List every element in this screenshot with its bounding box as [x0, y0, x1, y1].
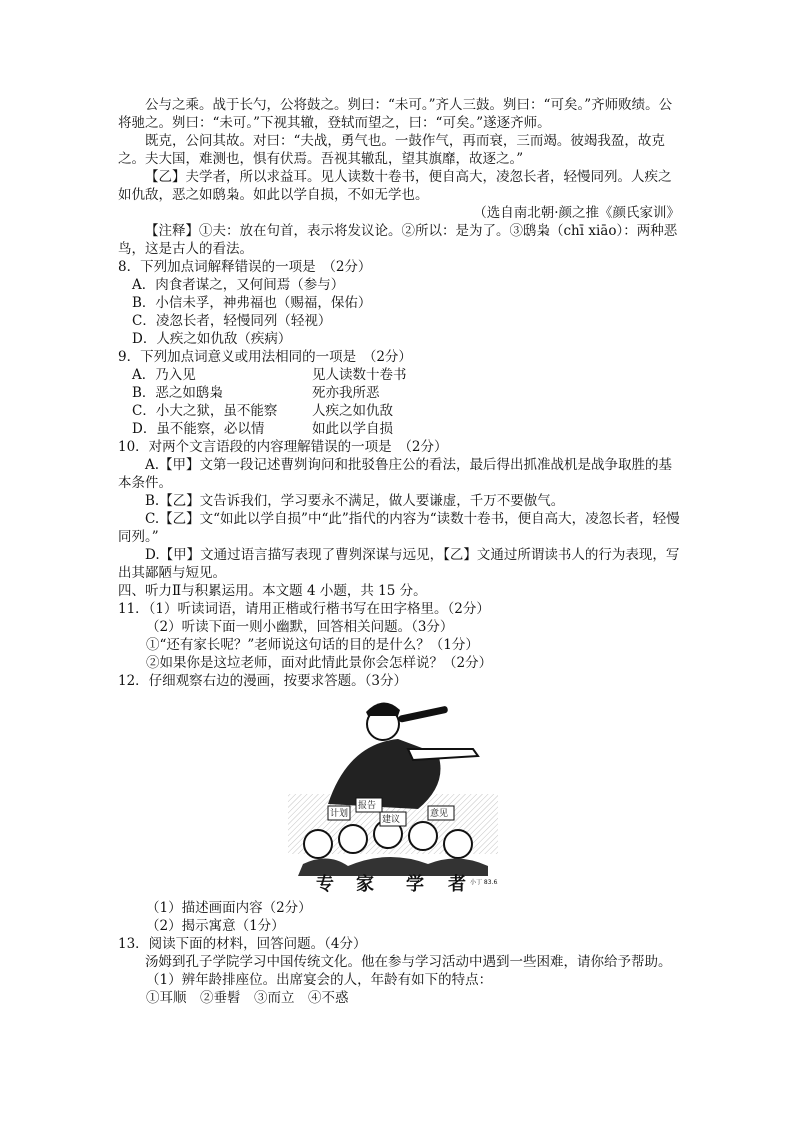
section-4-heading: 四、听力Ⅱ与积累运用。本文题 4 小题，共 15 分。: [118, 583, 427, 599]
q10-option-d: D.【甲】文通过语言描写表现了曹刿深谋与远见，【乙】文通过所谓读书人的行为表现，写出其鄙陋与短见。: [118, 547, 680, 581]
q9-b-left: B．恶之如鸱枭: [132, 385, 223, 401]
q10-option-b: B.【乙】文告诉我们，学习要永不满足，做人要谦虚，千万不要傲气。: [145, 493, 565, 509]
exam-page: [118, 96, 680, 1007]
passage-jia-para-2: 既克，公问其故。对曰：“夫战，勇气也。一鼓作气，再而衰，三而竭。彼竭我盈，故克之。夫大国，难测也，惧有伏焉。吾视其辙乱，望其旗靡，故逐之。”: [118, 133, 665, 167]
notes: 【注释】①夫：放在句首，表示将发议论。②所以：是为了。③鸱枭（chī xiāo）：两种恶鸟，这是古人的看法。: [118, 223, 678, 257]
passage-yi: 【乙】夫学者，所以求益耳。见人读数十卷书，便自高大，凌忽长者，轻慢同列。人疾之如仇敌，恶之如鸱枭。如此以学自损，不如无学也。: [118, 169, 672, 203]
cartoon-caption-2: 家: [356, 874, 374, 894]
q10-option-a: A.【甲】文第一段记述曹刿询问和批驳鲁庄公的看法，最后得出抓准战机是战争取胜的基本条件。: [118, 457, 673, 491]
cartoon-caption-3: 学: [406, 874, 424, 894]
q9-d-right: 如此以学自损: [312, 421, 393, 437]
q8-option-b: B．小信未孚，神弗福也（赐福，保佑）: [132, 295, 372, 311]
q9-row-d: [118, 420, 680, 438]
q13-intro: 汤姆到孔子学院学习中国传统文化。他在参与学习活动中遇到一些困难，请你给予帮助。: [145, 954, 672, 970]
cartoon-tag-suggestion: 建议: [382, 815, 401, 825]
q8-option-a: A．肉食者谋之，又何间焉（参与）: [132, 277, 345, 293]
q10-option-c: C.【乙】文“如此以学自损”中“此”指代的内容为“读数十卷书，便自高大，凌忽长者，轻慢同列。”: [118, 511, 680, 545]
q9-row-c: [118, 402, 680, 420]
cartoon-expert-scholar: [288, 694, 498, 894]
q8-option-c: C．凌忽长者，轻慢同列（轻视）: [132, 313, 332, 329]
q11-stem: 11．（1）听读词语，请用正楷或行楷书写在田字格里。（2分）: [118, 601, 490, 617]
q10-stem: 10．对两个文言语段的内容理解错误的一项是 （2分）: [118, 439, 448, 455]
source-line: （选自南北朝·颜之推《颜氏家训》: [473, 205, 680, 221]
q11-sub2: （2）听读下面一则小幽默，回答相关问题。（3分）: [146, 619, 454, 635]
q11-item-1: ①“还有家长呢？”老师说这句话的目的是什么？（1分）: [146, 637, 479, 653]
cartoon-caption-4: 者: [448, 874, 466, 894]
cartoon-tag-plan: 计划: [330, 809, 349, 819]
q9-c-left: C．小大之狱，虽不能察: [132, 403, 278, 419]
q9-stem: 9．下列加点词意义或用法相同的一项是 （2分）: [118, 349, 412, 365]
q12-stem: 12．仔细观察右边的漫画，按要求答题。（3分）: [118, 673, 408, 689]
passage-jia-para-1: 公与之乘。战于长勺，公将鼓之。刿曰：“未可。”齐人三鼓。刿曰：“可矣。”齐师败绩。公将驰之。刿曰：“未可。”下视其辙，登轼而望之，曰：“可矣。”遂逐齐师。: [118, 97, 673, 131]
q8-option-d: D．人疾之如仇敌（疾病）: [132, 331, 292, 347]
cartoon-tag-opinion: 意见: [430, 809, 449, 819]
q9-d-left: D．虽不能察，必以情: [132, 421, 265, 437]
q9-row-b: [118, 384, 680, 402]
q9-row-a: [118, 366, 680, 384]
q12-item-1: （1）描述画面内容（2分）: [146, 900, 312, 916]
cartoon-signature: 小丁 83.6.: [470, 879, 498, 886]
cartoon-caption-1: 专: [316, 874, 334, 894]
q13-sub1: （1）辨年龄排座位。出席宴会的人，年龄有如下的特点：: [146, 972, 493, 988]
q13-stem: 13．阅读下面的材料，回答问题。（4分）: [118, 936, 367, 952]
q11-item-2: ②如果你是这垃老师，面对此情此景你会怎样说？（2分）: [146, 655, 493, 671]
q13-ages: ①耳顺 ②垂髫 ③而立 ④不惑: [146, 990, 349, 1006]
q12-item-2: （2）揭示寓意（1分）: [146, 918, 285, 934]
q9-a-right: 见人读数十卷书: [312, 367, 407, 383]
q8-stem: 8．下列加点词解释错误的一项是 （2分）: [118, 259, 372, 275]
cartoon-tag-report: 报告: [358, 801, 377, 811]
q9-b-right: 死亦我所恶: [312, 385, 380, 401]
q9-c-right: 人疾之如仇敌: [312, 403, 393, 419]
q9-a-left: A．乃入见: [132, 367, 196, 383]
